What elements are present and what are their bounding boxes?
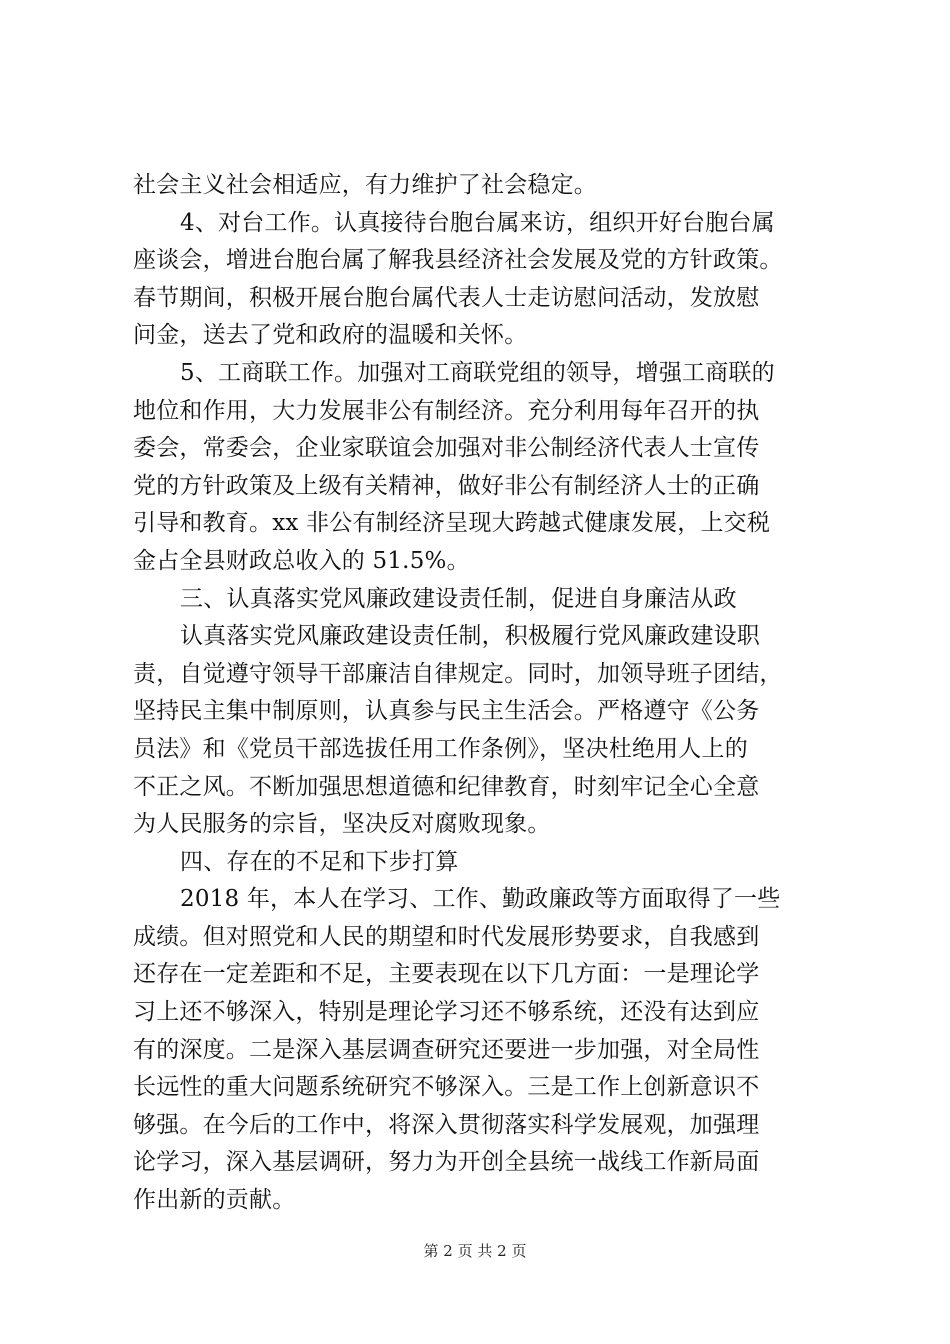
text-line: 责，自觉遵守领导干部廉洁自律规定。同时，加领导班子团结，: [133, 660, 783, 687]
text-line: 2018 年，本人在学习、工作、勤政廉政等方面取得了一些: [180, 886, 781, 913]
text-line: 金占全县财政总收入的 51.5%。: [133, 547, 470, 574]
document-body: [133, 167, 833, 1220]
text-line: 座谈会，增进台胞台属了解我县经济社会发展及党的方针政策。: [133, 247, 783, 274]
text-line: 论学习，深入基层调研，努力为开创全县统一战线工作新局面: [133, 1149, 760, 1176]
text-line: 成绩。但对照党和人民的期望和时代发展形势要求，自我感到: [133, 923, 760, 950]
text-line: 认真落实党风廉政建设责任制，积极履行党风廉政建设职: [180, 623, 760, 650]
text-line: 员法》和《党员干部选拔任用工作条例》，坚决杜绝用人上的: [133, 735, 748, 762]
text-line: 党的方针政策及上级有关精神，做好非公有制经济人士的正确: [133, 472, 760, 499]
text-line: 问金，送去了党和政府的温暖和关怀。: [133, 322, 528, 349]
text-line: 还存在一定差距和不足，主要表现在以下几方面：一是理论学: [133, 961, 760, 988]
text-line: 够强。在今后的工作中，将深入贯彻落实科学发展观，加强理: [133, 1111, 760, 1138]
text-line: 地位和作用，大力发展非公有制经济。充分利用每年召开的执: [133, 397, 760, 424]
text-line: 不正之风。不断加强思想道德和纪律教育，时刻牢记全心全意: [133, 773, 760, 800]
text-line: 4、对台工作。认真接待台胞台属来访，组织开好台胞台属: [180, 209, 775, 236]
text-line: 委会，常委会，企业家联谊会加强对非公制经济代表人士宣传: [133, 435, 760, 462]
text-line: 习上还不够深入，特别是理论学习还不够系统，还没有达到应: [133, 999, 760, 1026]
text-line: 坚持民主集中制原则，认真参与民主生活会。严格遵守《公务: [133, 698, 760, 725]
text-line: 三、认真落实党风廉政建设责任制，促进自身廉洁从政: [180, 585, 737, 612]
text-line: 为人民服务的宗旨，坚决反对腐败现象。: [133, 811, 551, 838]
text-line: 作出新的贡献。: [133, 1187, 296, 1214]
text-line: 有的深度。二是深入基层调查研究还要进一步加强，对全局性: [133, 1036, 760, 1063]
text-line: 春节期间，积极开展台胞台属代表人士走访慰问活动，发放慰: [133, 284, 760, 311]
page-footer: 第 2 页 共 2 页: [423, 1242, 527, 1260]
text-line: 长远性的重大问题系统研究不够深入。三是工作上创新意识不: [133, 1074, 760, 1101]
text-line: 四、存在的不足和下步打算: [180, 848, 459, 875]
text-line: 社会主义社会相适应，有力维护了社会稳定。: [133, 172, 597, 198]
text-line: 5、工商联工作。加强对工商联党组的领导，增强工商联的: [180, 359, 775, 386]
text-line: 引导和教育。xx 非公有制经济呈现大跨越式健康发展，上交税: [133, 510, 771, 537]
